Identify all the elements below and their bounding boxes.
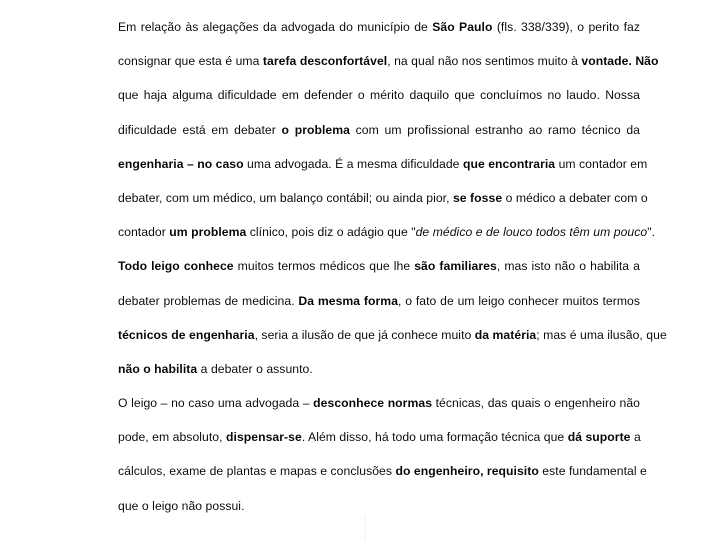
text-segment: muitos termos médicos que lhe <box>233 259 415 274</box>
text-segment: a debater o assunto. <box>197 361 313 376</box>
bold-text-segment: dispensar-se <box>226 430 302 445</box>
bold-text-segment: vontade. Não <box>581 54 659 69</box>
text-segment: clínico, pois diz o adágio que " <box>246 225 416 240</box>
text-line <box>118 454 647 488</box>
text-segment: pode, em absoluto, <box>118 430 227 445</box>
bold-text-segment: um problema <box>169 225 247 240</box>
text-segment: técnicas, das quais o engenheiro não <box>432 396 641 411</box>
text-line <box>118 318 667 352</box>
text-segment: (fls. 338/339), o perito faz <box>492 20 640 34</box>
text-segment: que haja alguma dificuldade em defender o mérito daquilo que concluímos no laudo. Nossa <box>118 88 640 103</box>
bold-text-segment: se fosse <box>452 190 503 205</box>
document-body <box>118 10 667 523</box>
paragraph <box>118 386 647 523</box>
text-line <box>118 420 640 454</box>
text-segment: cálculos, exame de plantas e mapas e conclusões <box>118 464 396 479</box>
bold-text-segment: da matéria <box>474 327 537 342</box>
text-line <box>118 10 640 44</box>
bold-text-segment: do engenheiro, requisito <box>395 464 539 479</box>
bold-text-segment: o problema <box>281 122 350 137</box>
text-segment: ". <box>647 225 656 240</box>
bold-text-segment: são familiares <box>414 259 497 274</box>
text-segment: contador <box>118 225 170 240</box>
text-segment: com um profissional estranho ao ramo técnico da <box>349 122 640 137</box>
text-segment: um contador em <box>555 156 648 171</box>
text-segment: ; mas é uma ilusão, que <box>536 327 667 342</box>
bold-text-segment: tarefa desconfortável <box>262 54 388 69</box>
paragraph <box>118 10 659 249</box>
text-segment: , na qual não nos sentimos muito à <box>387 54 582 69</box>
bold-text-segment: dá suporte <box>567 430 631 445</box>
bold-text-segment: desconhece normas <box>313 396 433 411</box>
text-segment: este fundamental e <box>538 464 647 479</box>
text-segment: Em relação às alegações da advogada do município de <box>118 20 433 34</box>
text-segment: que o leigo não possui. <box>118 498 245 513</box>
text-segment: , o fato de um leigo conhecer muitos termos <box>398 293 641 308</box>
text-segment: o médico a debater com o <box>502 190 648 205</box>
text-segment: debater problemas de medicina. <box>118 293 299 308</box>
bold-text-segment: técnicos de engenharia <box>118 327 255 342</box>
text-line <box>118 489 640 523</box>
bold-text-segment: Da mesma forma <box>298 293 399 308</box>
text-segment: dificuldade está em debater <box>118 122 282 137</box>
text-segment: . Além disso, há todo uma formação técnica que <box>301 430 568 445</box>
text-segment: uma advogada. É a mesma dificuldade <box>243 156 463 171</box>
text-segment: a <box>630 430 641 445</box>
bold-text-segment: que encontraria <box>462 156 556 171</box>
bold-text-segment: engenharia – no caso <box>118 156 244 171</box>
bold-text-segment: São Paulo <box>432 20 493 34</box>
italic-text-segment: de médico e de louco todos têm um pouco <box>415 225 648 240</box>
text-line <box>118 284 640 318</box>
text-line <box>118 352 640 386</box>
text-line <box>118 249 640 283</box>
text-line <box>118 147 648 181</box>
scan-artifact <box>364 516 366 540</box>
text-line <box>118 113 640 147</box>
text-segment: , mas isto não o habilita a <box>496 259 640 274</box>
text-segment: consignar que esta é uma <box>118 54 263 69</box>
text-line <box>118 386 640 420</box>
text-line <box>118 78 640 112</box>
text-segment: debater, com um médico, um balanço contábil; ou ainda pior, <box>118 190 453 205</box>
bold-text-segment: Todo leigo conhece <box>118 259 234 274</box>
text-line <box>118 181 648 215</box>
paragraph <box>118 249 667 386</box>
text-segment: , seria a ilusão de que já conhece muito <box>254 327 475 342</box>
bold-text-segment: não o habilita <box>118 361 198 376</box>
text-line <box>118 215 656 249</box>
text-segment: O leigo – no caso uma advogada – <box>118 396 314 411</box>
text-line <box>118 44 659 78</box>
